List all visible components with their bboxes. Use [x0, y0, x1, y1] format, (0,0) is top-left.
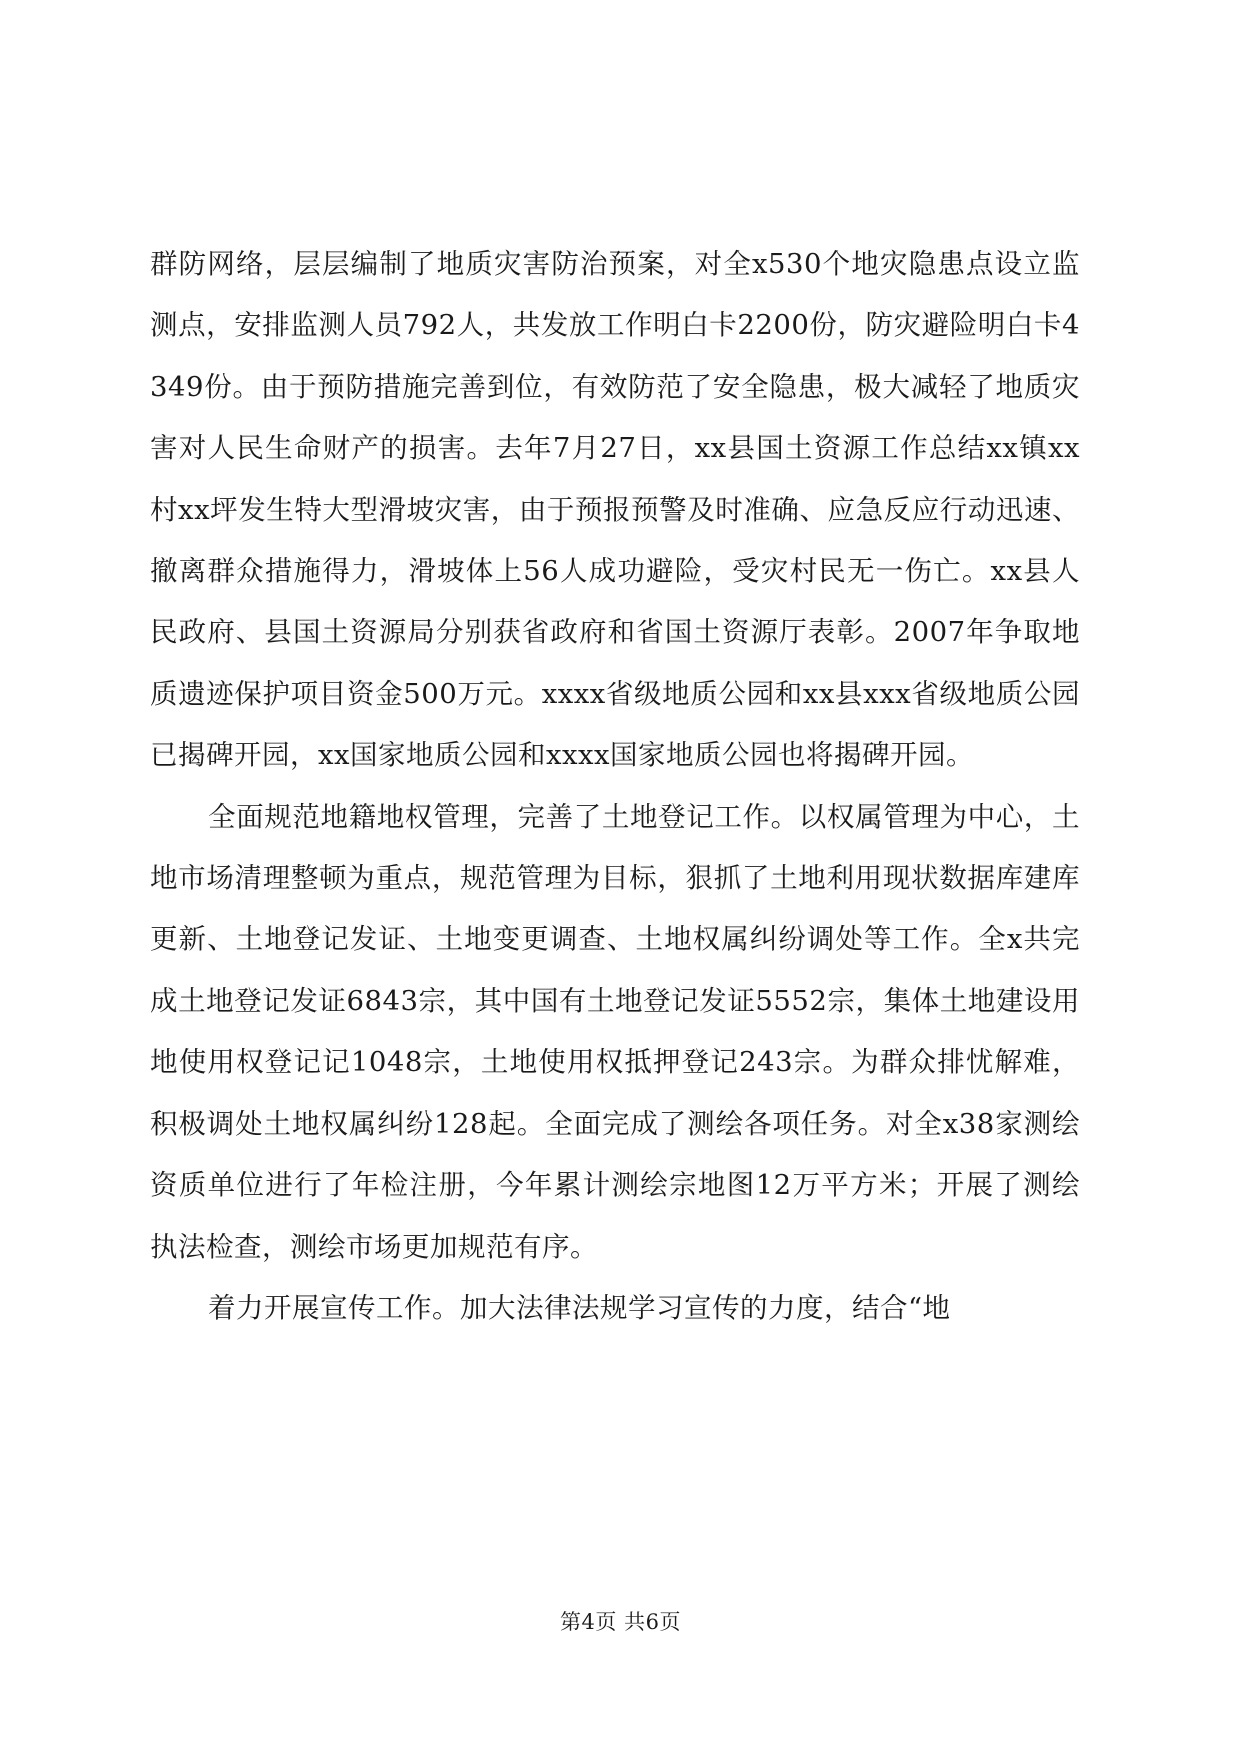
page-number-footer: 第4页 共6页	[560, 1610, 681, 1634]
paragraph-geohazard: 群防网络，层层编制了地质灾害防治预案，对全x530个地灾隐患点设立监测点，安排监测人员792人，共发放工作明白卡2200份，防灾避险明白卡4349份。由于预防措施完善到位，有效防范了安全隐患，极大减轻了地质灾害对人民生命财产的损害。去年7月27日，xx县国土资源工作总结xx镇xx村xx坪发生特大型滑坡灾害，由于预报预警及时准确、应急反应行动迅速、撤离群众措施得力，滑坡体上56人成功避险，受灾村民无一伤亡。xx县人民政府、县国土资源局分别获省政府和省国土资源厅表彰。2007年争取地质遗迹保护项目资金500万元。xxxx省级地质公园和xx县xxx省级地质公园已揭碑开园，xx国家地质公园和xxxx国家地质公园也将揭碑开园。	[150, 248, 1080, 772]
paragraph-land-registration: 全面规范地籍地权管理，完善了土地登记工作。以权属管理为中心，土地市场清理整顿为重点，规范管理为目标，狠抓了土地利用现状数据库建库更新、土地登记发证、土地变更调查、土地权属纠纷调处等工作。全x共完成土地登记发证6843宗，其中国有土地登记发证5552宗，集体土地建设用地使用权登记记1048宗，土地使用权抵押登记243宗。为群众排忧解难，积极调处土地权属纠纷128起。全面完成了测绘各项任务。对全x38家测绘资质单位进行了年检注册，今年累计测绘宗地图12万平方米；开展了测绘执法检查，测绘市场更加规范有序。	[150, 800, 1080, 1263]
paragraph-publicity: 着力开展宣传工作。加大法律法规学习宣传的力度，结合“地	[208, 1291, 951, 1324]
document-body	[150, 234, 1080, 1339]
